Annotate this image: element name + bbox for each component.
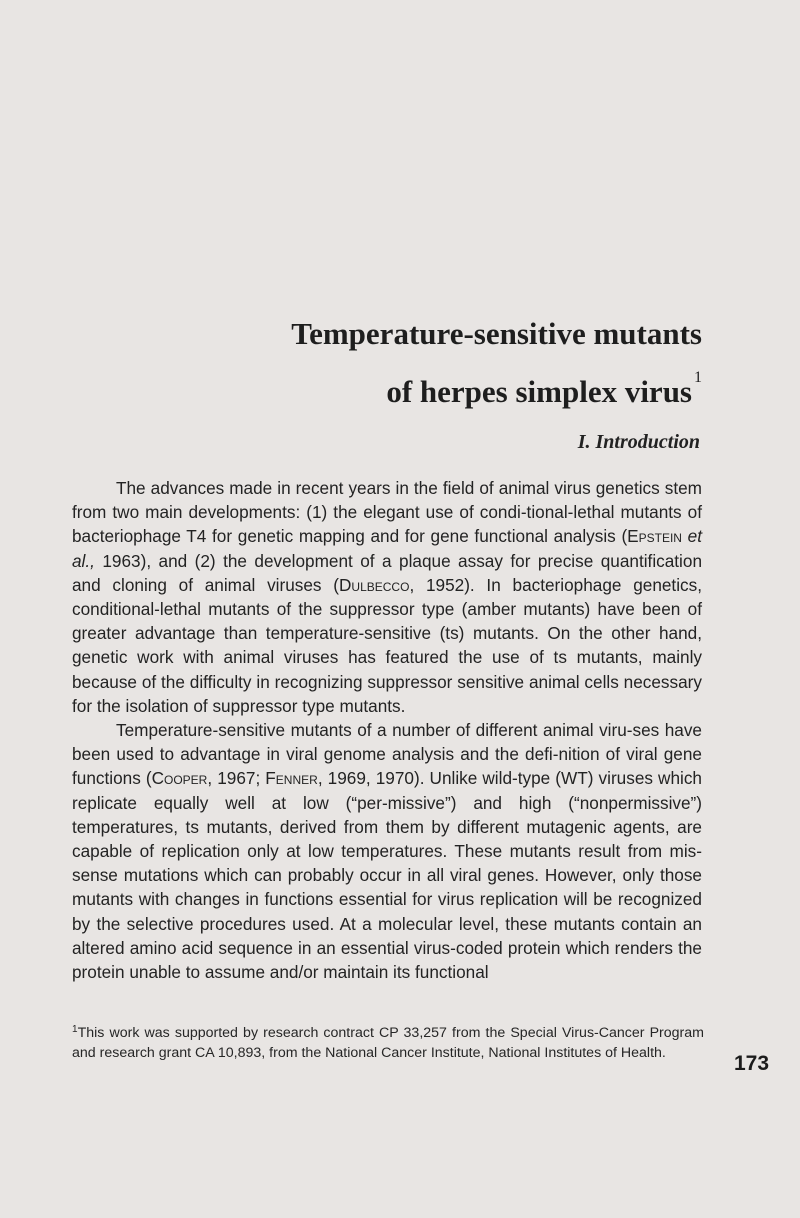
title-footnote-marker: 1 xyxy=(694,369,702,386)
paragraph-text: 1963), and (2) the development of a plaque assay for precise quantification and cloning of animal viruses ( xyxy=(72,550,702,595)
paragraph xyxy=(72,476,702,718)
paragraph-text: , 1967; xyxy=(207,768,266,789)
paragraph-text: , 1952). In bacteriophage genetics, conditional-lethal mutants of the suppressor type (amber mutants) have been of greater advantage than temperature-sensitive (ts) mutants. On the other hand, genetic work with animal viruses has featured the use of ts mutants, mainly because of the difficulty in recognizing suppressor sensitive animal cells necessary for the isolation of suppressor type mutants. xyxy=(72,574,702,716)
section-heading: I. Introduction xyxy=(577,431,700,453)
chapter-title-line-2 xyxy=(291,356,702,414)
paragraph-text: The advances made in recent years in the field of animal virus genetics stem from two main developments: (1) the elegant use of condi-tional-lethal mutants of bacteriophage T4 for genetic mapping and for gene functional analysis ( xyxy=(72,478,702,547)
italic-text: et al., xyxy=(72,526,702,571)
paragraph-text: , 1969, 1970). Unlike wild-type (WT) viruses which replicate equally well at low (“per-missive”) and high (“nonpermissive”) temperatures, ts mutants, derived from them by different mutagenic agents, are capable of replication only at low temperatures. These mutants result from mis-sense mutations which can probably occur in all viral genes. However, only those mutants with changes in functions essential for virus replication will be recognized by the selective procedures used. At a molecular level, these mutants contain an altered amino acid sequence in an essential virus-coded protein which renders the protein unable to assume and/or maintain its functional xyxy=(72,768,702,983)
author-citation: Epstein xyxy=(627,526,682,547)
footnote-text: This work was supported by research contract CP 33,257 from the Special Virus-Cancer Program and research grant CA 10,893, from the National Cancer Institute, National Institutes of Health. xyxy=(72,1025,704,1061)
author-citation: Dulbecco xyxy=(339,574,410,595)
author-citation: Fenner xyxy=(265,768,318,789)
chapter-title xyxy=(291,312,702,414)
body-text xyxy=(72,476,702,984)
chapter-title-line-2-text: of herpes simplex virus xyxy=(386,374,692,409)
paragraph-text: Temperature-sensitive mutants of a number of different animal viru-ses have been used to advantage in viral genome analysis and the defi-nition of viral gene functions ( xyxy=(72,720,702,789)
author-citation: Cooper xyxy=(151,768,208,789)
paragraph xyxy=(72,718,702,984)
page-number: 173 xyxy=(734,1052,770,1075)
footnote xyxy=(72,1020,704,1063)
chapter-title-line-1: Temperature-sensitive mutants xyxy=(291,316,702,351)
footnote-marker: 1 xyxy=(72,1024,78,1035)
